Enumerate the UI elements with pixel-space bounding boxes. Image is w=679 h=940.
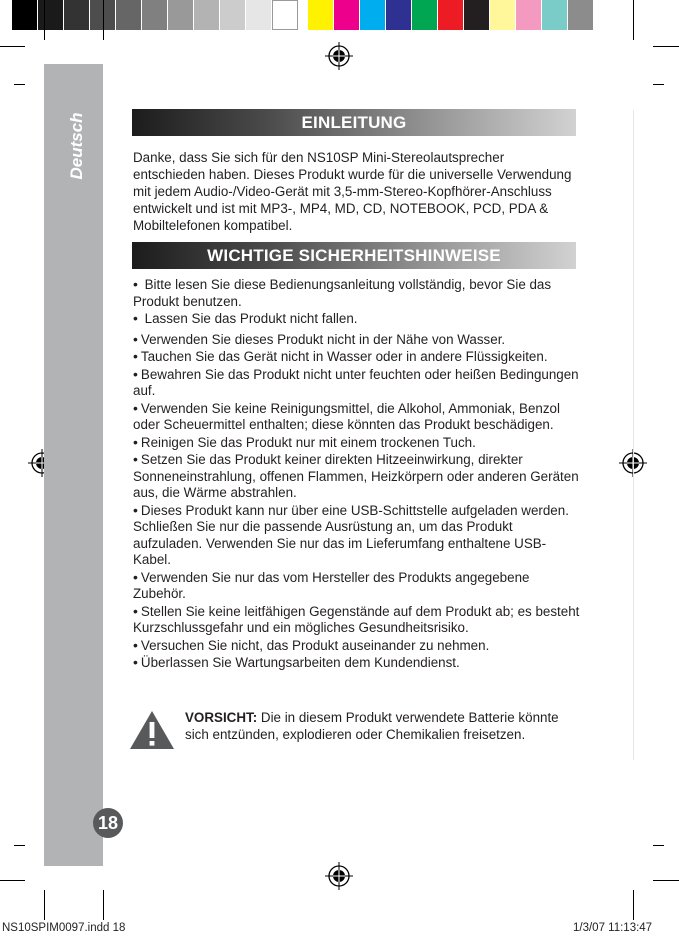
color-swatch bbox=[308, 0, 334, 30]
color-swatch bbox=[246, 0, 272, 30]
bullet-icon: • bbox=[133, 399, 138, 416]
color-swatch bbox=[142, 0, 168, 30]
safety-list bbox=[133, 276, 581, 672]
color-swatch bbox=[38, 0, 64, 30]
color-swatch bbox=[464, 0, 490, 30]
bullet-icon: • bbox=[133, 602, 138, 619]
list-item: • Bitte lesen Sie diese Bedienungsanleitung vollständig, bevor Sie das Produkt benutzen. bbox=[133, 276, 552, 309]
crop-mark bbox=[14, 845, 25, 846]
color-swatch bbox=[568, 0, 594, 30]
print-timestamp: 1/3/07 11:13:47 bbox=[573, 922, 653, 934]
color-swatch bbox=[116, 0, 142, 30]
list-item: • Überlassen Sie Wartungsarbeiten dem Kundendienst. bbox=[133, 654, 460, 670]
color-swatch bbox=[542, 0, 568, 30]
bullet-icon: • bbox=[133, 276, 138, 292]
crop-mark bbox=[653, 845, 664, 846]
page-number: 18 bbox=[93, 808, 123, 838]
bullet-icon: • bbox=[133, 568, 138, 585]
bullet-icon: • bbox=[133, 365, 138, 382]
bullet-icon: • bbox=[133, 310, 138, 326]
crop-mark bbox=[0, 46, 25, 47]
swatch-gap bbox=[298, 0, 308, 30]
color-calibration-bar bbox=[12, 0, 594, 30]
crop-mark bbox=[0, 880, 25, 881]
color-swatch bbox=[272, 0, 298, 30]
color-swatch bbox=[194, 0, 220, 30]
color-swatch bbox=[490, 0, 516, 30]
crop-mark bbox=[633, 890, 634, 920]
crop-mark bbox=[44, 890, 45, 920]
list-item: • Versuchen Sie nicht, das Produkt auseinander zu nehmen. bbox=[133, 636, 490, 653]
language-label: Deutsch bbox=[67, 112, 86, 180]
color-swatch bbox=[334, 0, 360, 30]
list-item: • Verwenden Sie nur das vom Hersteller des Produkts angegebene Zubehör. bbox=[133, 568, 530, 601]
list-item: • Reinigen Sie das Produkt nur mit einem trockenen Tuch. bbox=[133, 433, 476, 450]
crop-mark bbox=[103, 0, 104, 40]
registration-mark-icon bbox=[325, 42, 353, 70]
crop-mark bbox=[633, 0, 634, 40]
crop-mark bbox=[653, 46, 679, 47]
list-item: • Bewahren Sie das Produkt nicht unter feuchten oder heißen Bedingungen auf. bbox=[133, 365, 579, 398]
warning-text: VORSICHT: Die in diesem Produkt verwendete Batterie könnte sich entzünden, explodieren oder Chemikalien freisetzen. bbox=[185, 710, 559, 742]
bullet-icon: • bbox=[133, 654, 138, 670]
page-edge bbox=[633, 110, 634, 760]
list-item: • Dieses Produkt kann nur über eine USB-Schittstelle aufgeladen werden. Schließen Sie nur die passende Ausrüstung an, um das Produkt aufzuladen. Verwenden Sie nur das im Lieferumfang enthaltene USB-Kabel. bbox=[133, 501, 569, 567]
section-header-safety bbox=[132, 242, 576, 269]
list-item: • Tauchen Sie das Gerät nicht in Wasser oder in andere Flüssigkeiten. bbox=[133, 348, 548, 364]
bullet-icon: • bbox=[133, 433, 138, 450]
language-sidebar bbox=[44, 64, 103, 866]
list-item: • Lassen Sie das Produkt nicht fallen. bbox=[133, 310, 358, 326]
warning-label: VORSICHT: bbox=[185, 710, 258, 725]
section-header-introduction bbox=[132, 109, 576, 136]
bullet-icon: • bbox=[133, 636, 138, 653]
color-swatch bbox=[438, 0, 464, 30]
bullet-icon: • bbox=[133, 348, 138, 364]
crop-mark bbox=[14, 84, 25, 85]
color-swatch bbox=[360, 0, 386, 30]
color-swatch bbox=[386, 0, 412, 30]
section-title: EINLEITUNG bbox=[301, 113, 407, 132]
list-item: • Setzen Sie das Produkt keiner direkten Hitzeeinwirkung, direkter Sonneneinstrahlung, offenen Flammen, Heizkörpern oder anderen Geräten aus, die Wärme abstrahlen. bbox=[133, 451, 579, 500]
bullet-icon: • bbox=[133, 501, 138, 518]
list-item: • Stellen Sie keine leitfähigen Gegenstände auf dem Produkt ab; es besteht Kurzschlussgefahr und ein mögliches Gesundheitsrisiko. bbox=[133, 602, 580, 635]
bullet-icon: • bbox=[133, 330, 138, 347]
bullet-icon: • bbox=[133, 451, 138, 467]
section-title: WICHTIGE SICHERHEITSHINWEISE bbox=[207, 246, 501, 265]
color-swatch bbox=[516, 0, 542, 30]
warning-triangle-icon bbox=[129, 710, 175, 750]
crop-mark bbox=[44, 0, 45, 40]
list-item: • Verwenden Sie keine Reinigungsmittel, die Alkohol, Ammoniak, Benzol oder Scheuermittel enthalten; diese könnten das Produkt beschädigen. bbox=[133, 399, 560, 432]
color-swatch bbox=[412, 0, 438, 30]
color-swatch bbox=[12, 0, 38, 30]
intro-paragraph: Danke, dass Sie sich für den NS10SP Mini-Stereolautsprecher entschieden haben. Dieses Produkt wurde für die universelle Verwendung mit jedem Audio-/Video-Gerät mit 3,5-mm-Stereo-Kopfhörer-Anschluss entwickelt und ist mit MP3-, MP4, MD, CD, NOTEBOOK, PCD, PDA & Mobiltelefonen kompatibel. bbox=[133, 150, 572, 233]
color-swatch bbox=[220, 0, 246, 30]
registration-mark-icon bbox=[325, 862, 353, 890]
color-swatch bbox=[168, 0, 194, 30]
list-item: • Verwenden Sie dieses Produkt nicht in der Nähe von Wasser. bbox=[133, 330, 506, 347]
crop-mark bbox=[103, 890, 104, 920]
color-swatch bbox=[64, 0, 90, 30]
crop-mark bbox=[653, 84, 664, 85]
crop-mark bbox=[653, 880, 679, 881]
file-info: NS10SPIM0097.indd 18 bbox=[2, 922, 126, 934]
